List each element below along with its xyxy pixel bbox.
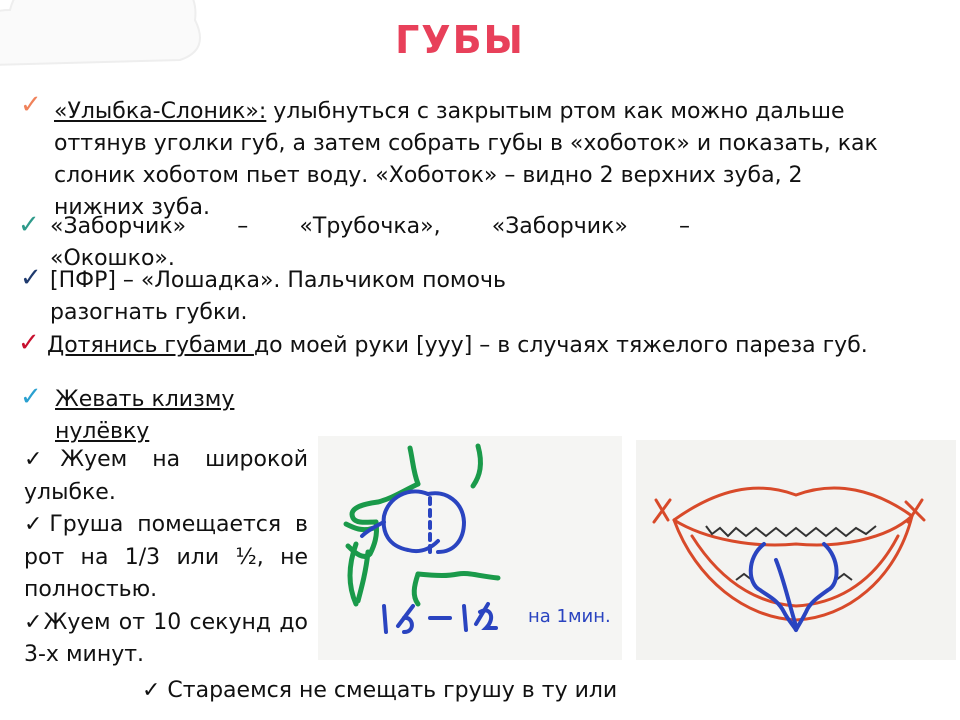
item-text-line2: «Окошко». [50,246,175,271]
check-icon: ✓ [20,382,42,412]
page-title: ГУБЫ [395,18,525,62]
check-icon: ✓ [20,90,42,120]
item-label: Жевать клизму нулёвку [55,387,235,444]
note-text: на 1мин. [528,606,611,627]
sub-items [24,444,308,672]
item-reach-lips [47,330,907,362]
drawing-bulb-in-mouth [318,436,622,660]
sub-item: ✓Груша помещается в рот на 1/3 или ½, не полностью. [24,512,308,602]
item-chew-bulb [55,384,295,448]
item-horse [50,265,630,329]
item-text: до моей руки [ууу] – в случаях тяжелого пареза губ. [253,333,868,358]
check-icon: ✓ [18,328,40,358]
check-icon: ✓ [18,210,40,240]
bottom-note: ✓ Стараемся не смещать грушу в ту или [142,678,618,703]
item-text: улыбнуться с закрытым ртом как можно дальше оттянув уголки губ, а затем собрать губы в «хоботок» и показать, как слоник хоботом пьет воду. «Хоботок» – видно 2 верхних зуба, 2 нижних зуба. [54,99,878,220]
item-fence-tube [50,211,690,243]
check-icon: ✓ [20,263,42,293]
item-label: «Улыбка-Слоник»: [54,99,267,124]
sub-item: ✓Жуем на широкой улыбке. [24,447,308,505]
item-elephant-smile [54,96,884,224]
sub-item: ✓Жуем от 10 секунд до 3-х минут. [24,609,308,667]
drawing-mouth-tongue [636,440,956,660]
item-label: Дотянись губами [47,333,254,358]
item-text: [ПФР] – «Лошадка». Пальчиком помочь разогнать губки. [50,268,506,325]
item-text-line1: «Заборчик» – «Трубочка», «Заборчик» – [50,214,690,239]
